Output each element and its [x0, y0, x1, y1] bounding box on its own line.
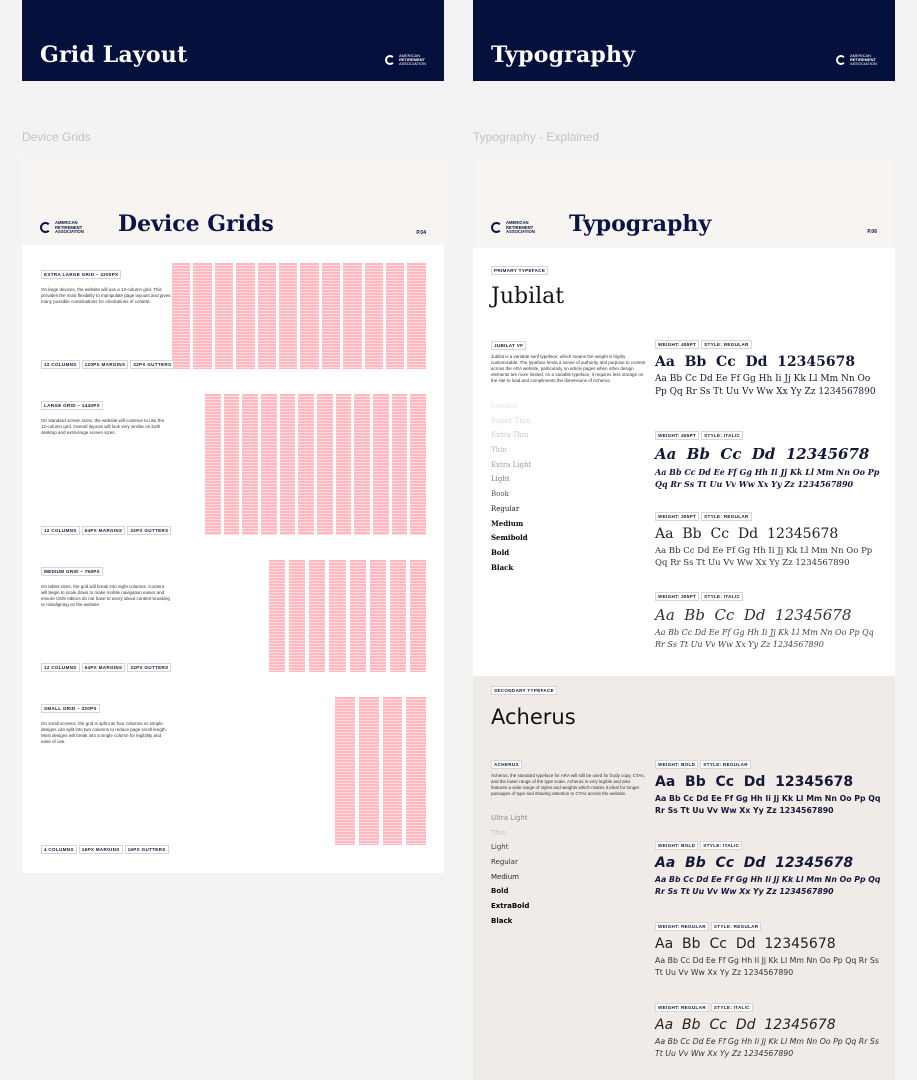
- grid-column: [343, 263, 361, 369]
- spec-specimen: Aa Bb Cc Dd 12345678: [655, 445, 870, 463]
- weight-item: Semibold: [491, 533, 528, 543]
- grid-column: [335, 697, 355, 845]
- weight-item: Light: [491, 475, 510, 484]
- grid-section-medium: [41, 560, 171, 608]
- card-header: [22, 157, 444, 245]
- spec-specimen: Aa Bb Cc Dd 12345678: [655, 855, 854, 871]
- type-spec: [655, 922, 881, 979]
- grid-section-xl: [41, 263, 171, 305]
- spec-tag: STYLE: REGULAR: [700, 760, 751, 769]
- grid-column: [224, 394, 240, 535]
- weight-item: ExtraBold: [491, 902, 530, 911]
- grid-tag: 120PX MARGINS: [82, 360, 129, 369]
- grid-tag: 32PX GUTTERS: [127, 663, 171, 672]
- spec-tag: STYLE: ITALIC: [700, 841, 742, 850]
- weight-item: Thin: [491, 446, 507, 455]
- typeface-variant-tag: ACHERUS: [491, 760, 522, 769]
- grid-column: [329, 560, 345, 672]
- weight-item: Medium: [491, 518, 524, 528]
- grid-label: EXTRA LARGE GRID – 2200PX: [41, 270, 121, 279]
- grid-visual-medium: [269, 560, 426, 672]
- ara-swoosh-icon: [385, 55, 395, 65]
- grid-column: [215, 263, 233, 369]
- grid-tag: 16PX MARGINS: [79, 845, 123, 854]
- typeface-name: Acherus: [491, 705, 576, 729]
- grid-column: [407, 263, 425, 369]
- grid-column: [350, 560, 366, 672]
- spec-alphabet: Aa Bb Cc Dd Ee Ff Gg Hh Ii Jj Kk Ll Mm Nn Oo Pp Qq Rr Ss Tt Uu Vv Ww Xx Yy Zz 1234567890: [655, 875, 881, 896]
- grid-column: [383, 697, 403, 845]
- grid-column: [322, 263, 340, 369]
- grid-column: [298, 394, 314, 535]
- type-spec: [655, 340, 881, 399]
- logo-line: AMERICAN: [506, 220, 529, 225]
- typeface-description: Acherus, the standard typeface for ARA will still be used for body copy, CTAs, and the lower range of the type scale. Acherus is very legible and also features a wide range of styles and weights which makes it ideal for longer passages of type and drawing attention to CTAs across the website.: [491, 773, 645, 796]
- grid-tag: 12 COLUMNS: [41, 663, 80, 672]
- ara-logo: [491, 221, 535, 235]
- grid-column: [280, 394, 296, 535]
- spec-tag: STYLE: ITALIC: [711, 1003, 753, 1012]
- section-label-typography: Typography - Explained: [473, 130, 600, 144]
- logo-line: RETIREMENT: [398, 57, 425, 62]
- weight-item: Bold: [491, 547, 510, 557]
- grid-column: [359, 697, 379, 845]
- type-spec: [655, 841, 881, 898]
- spec-tag: STYLE: ITALIC: [701, 592, 743, 601]
- type-spec: [655, 592, 881, 651]
- weight-item: Extra Thin: [491, 431, 529, 440]
- weight-item: Black: [491, 916, 513, 925]
- weight-item: Leaden: [491, 402, 518, 410]
- logo-line: RETIREMENT: [849, 57, 876, 62]
- grid-column: [300, 263, 318, 369]
- typeface-tag: SECONDARY TYPEFACE: [491, 686, 557, 695]
- grid-column: [406, 697, 426, 845]
- logo-line: ASSOCIATION: [55, 229, 84, 235]
- spec-specimen: Aa Bb Cc Dd 12345678: [655, 1017, 836, 1033]
- grid-column: [354, 394, 370, 535]
- page-title: Typography: [569, 211, 712, 237]
- type-spec: [655, 760, 881, 817]
- page-number: P.06: [867, 229, 877, 235]
- grid-column: [289, 560, 305, 672]
- grid-tags-medium: [41, 663, 171, 672]
- spec-specimen: Aa Bb Cc Dd 12345678: [655, 526, 839, 542]
- secondary-typeface-section: [473, 676, 895, 1080]
- type-spec: [655, 431, 881, 490]
- page-title: Device Grids: [118, 211, 274, 237]
- grid-description: On standard screen sizes, the website will continue to use the 12-column grid. Overall layouts will look very similar on both desktop and extra-large screen sizes.: [41, 418, 165, 435]
- weight-item: Extra Light: [491, 460, 532, 469]
- grid-column: [205, 394, 221, 535]
- grid-column: [392, 394, 408, 535]
- grid-section-large: [41, 394, 171, 436]
- grid-column: [373, 394, 389, 535]
- primary-typeface-section: [473, 248, 895, 676]
- weight-item: Black: [491, 562, 514, 572]
- spec-specimen: Aa Bb Cc Dd 12345678: [655, 774, 854, 790]
- banner-title: Typography: [491, 42, 636, 68]
- grid-column: [261, 394, 277, 535]
- spec-tag: WEIGHT: REGULAR: [655, 1003, 709, 1012]
- spec-tag: STYLE: REGULAR: [701, 512, 752, 521]
- grid-column: [242, 394, 258, 535]
- spec-alphabet: Aa Bb Cc Dd Ee Ff Gg Hh Ii Jj Kk Ll Mm Nn Oo Pp Qq Rr Ss Tt Uu Vv Ww Xx Yy Zz 1234567890: [655, 794, 881, 815]
- spec-alphabet: Aa Bb Cc Dd Ee Ff Gg Hh Ii Jj Kk Ll Mm Nn Oo Pp Qq Rr Ss Tt Uu Vv Ww Xx Yy Zz 1234567890: [655, 374, 876, 397]
- typeface-variant-tag: JUBILAT VF: [491, 341, 526, 350]
- weight-item: Regular: [491, 858, 518, 867]
- grid-column: [336, 394, 352, 535]
- grid-column: [386, 263, 404, 369]
- ara-logo: [40, 221, 84, 235]
- grid-description: On tablet sizes, the grid will break into eight columns. Content will begin to scale down to make mobile navigation easier and ensure CMS editors do not have to worry about content breaking or misaligning on the website.: [41, 584, 170, 607]
- grid-column: [258, 263, 276, 369]
- ara-logo: [836, 54, 877, 66]
- grid-tag: 64PX MARGINS: [82, 526, 126, 535]
- typeface-description: Jubilat is a variable serif typeface, which means the weight is highly customizable. The typeface lends a sense of authority and purpose to content across the ARA website, particularly on article pages when other design elements are more limited. As a variable typeface, it requires less storage on the site to load and compliments the dimensions of Acherus.: [491, 354, 646, 383]
- banner-title: Grid Layout: [40, 42, 188, 68]
- grid-label: LARGE GRID – 1440PX: [41, 401, 103, 410]
- grid-tag: 12 COLUMNS: [41, 360, 80, 369]
- weight-item: Thin: [491, 828, 507, 837]
- page-number: P.04: [416, 230, 426, 236]
- spec-alphabet: Aa Bb Cc Dd Ee Ff Gg Hh Ii Jj Kk Ll Mm Nn Oo Pp Qq Rr Ss Tt Uu Vv Ww Xx Yy Zz 1234567890: [655, 628, 874, 649]
- logo-line: AMERICAN: [849, 53, 872, 58]
- grid-tag: 4 COLUMNS: [41, 845, 77, 854]
- weight-item: Medium: [491, 872, 519, 881]
- typeface-name: Jubilat: [491, 284, 565, 309]
- grid-section-small: [41, 697, 171, 745]
- grid-column: [390, 560, 406, 672]
- grid-tags-small: [41, 845, 169, 854]
- grid-layout-banner[interactable]: [22, 0, 444, 81]
- device-grids-card[interactable]: [22, 157, 444, 873]
- spec-tag: WEIGHT: 455PT: [655, 431, 699, 440]
- grid-visual-xl: [172, 263, 426, 369]
- grid-visual-large: [205, 394, 426, 535]
- spec-tag: WEIGHT: REGULAR: [655, 922, 709, 931]
- weight-item: Bold: [491, 887, 509, 896]
- weight-item: Book: [491, 490, 509, 499]
- spec-tag: STYLE: REGULAR: [711, 922, 762, 931]
- type-spec: [655, 1003, 881, 1060]
- grid-column: [279, 263, 297, 369]
- weight-list: [491, 811, 611, 929]
- typeface-tag: PRIMARY TYPEFACE: [491, 266, 548, 275]
- ara-swoosh-icon: [491, 222, 502, 233]
- spec-alphabet: Aa Bb Cc Dd Ee Ff Gg Hh Ii Jj Kk Ll Mm Nn Oo Pp Qq Rr Ss Tt Uu Vv Ww Xx Yy Zz 1234567890: [655, 546, 873, 568]
- grid-column: [410, 394, 426, 535]
- grid-tag: 16PX GUTTERS: [125, 845, 169, 854]
- grid-column: [309, 560, 325, 672]
- ara-logo: [385, 54, 426, 66]
- logo-line: RETIREMENT: [55, 224, 83, 230]
- spec-specimen: Aa Bb Cc Dd 12345678: [655, 606, 852, 624]
- logo-line: AMERICAN: [55, 220, 78, 225]
- weight-item: Regular: [491, 504, 520, 513]
- weight-list: [491, 399, 611, 575]
- typography-card[interactable]: [473, 157, 895, 1080]
- spec-tag: WEIGHT: 455PT: [655, 340, 699, 349]
- weight-item: Light: [491, 843, 509, 852]
- spec-tag: STYLE: REGULAR: [701, 340, 752, 349]
- spec-specimen: Aa Bb Cc Dd 12345678: [655, 936, 836, 952]
- grid-description: On small screens, the grid is split into four columns so simple designs can split into two columns to reduce page scroll length. Most designs will break into a single column for legibility and ease of use.: [41, 721, 167, 744]
- spec-tag: WEIGHT: 355PT: [655, 512, 699, 521]
- grid-description: On large devices, the website will use a 12-column grid. This provides the most flexibility to manipulate page layouts and gives many possible combinations for orientations of content.: [41, 287, 171, 304]
- grid-column: [236, 263, 254, 369]
- grid-visual-small: [335, 697, 426, 845]
- ara-swoosh-icon: [40, 222, 51, 233]
- logo-line: ASSOCIATION: [398, 61, 426, 66]
- weight-item: Super Thin: [491, 416, 531, 425]
- logo-line: AMERICAN: [398, 53, 421, 58]
- spec-tag: WEIGHT: BOLD: [655, 841, 698, 850]
- grid-label: SMALL GRID – 320PX: [41, 704, 100, 713]
- grid-column: [410, 560, 426, 672]
- type-spec: [655, 512, 881, 569]
- grid-column: [193, 263, 211, 369]
- grid-tags-xl: [41, 360, 174, 369]
- grid-column: [370, 560, 386, 672]
- spec-tag: STYLE: ITALIC: [701, 431, 743, 440]
- grid-tags-large: [41, 526, 171, 535]
- ara-swoosh-icon: [836, 55, 846, 65]
- grid-column: [172, 263, 190, 369]
- logo-line: RETIREMENT: [506, 224, 534, 230]
- spec-tag: WEIGHT: 355PT: [655, 592, 699, 601]
- grid-label: MEDIUM GRID – 768PX: [41, 567, 103, 576]
- logo-line: ASSOCIATION: [849, 61, 877, 66]
- grid-column: [365, 263, 383, 369]
- spec-alphabet: Aa Bb Cc Dd Ee Ff Gg Hh Ii Jj Kk Ll Mm Nn Oo Pp Qq Rr Ss Tt Uu Vv Ww Xx Yy Zz 1234567890: [655, 467, 880, 489]
- grid-tag: 32PX GUTTERS: [127, 526, 171, 535]
- weight-item: Ultra Light: [491, 814, 528, 822]
- card-header: [473, 157, 895, 248]
- spec-alphabet: Aa Bb Cc Dd Ee Ff Gg Hh Ii Jj Kk Ll Mm Nn Oo Pp Qq Rr Ss Tt Uu Vv Ww Xx Yy Zz 1234567890: [655, 1037, 879, 1058]
- grid-tag: 64PX MARGINS: [82, 663, 126, 672]
- grid-column: [317, 394, 333, 535]
- typography-banner[interactable]: [473, 0, 895, 81]
- grid-tag: 12 COLUMNS: [41, 526, 80, 535]
- spec-specimen: Aa Bb Cc Dd 12345678: [655, 354, 856, 370]
- grid-tag: 32PX GUTTERS: [130, 360, 174, 369]
- logo-line: ASSOCIATION: [506, 229, 535, 235]
- section-label-device-grids: Device Grids: [22, 130, 91, 144]
- grid-column: [269, 560, 285, 672]
- spec-tag: WEIGHT: BOLD: [655, 760, 698, 769]
- spec-alphabet: Aa Bb Cc Dd Ee Ff Gg Hh Ii Jj Kk Ll Mm Nn Oo Pp Qq Rr Ss Tt Uu Vv Ww Xx Yy Zz 1234567890: [655, 956, 879, 977]
